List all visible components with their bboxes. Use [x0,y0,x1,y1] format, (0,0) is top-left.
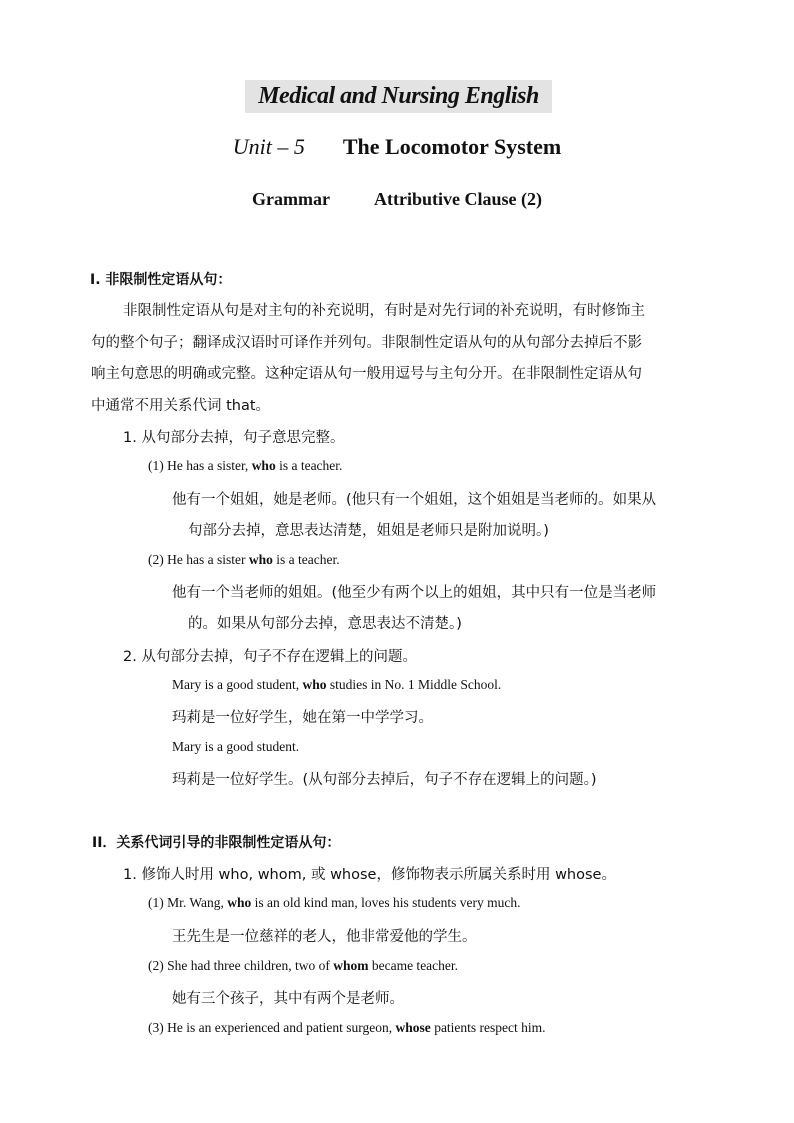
section-1-paragraph-line: 中通常不用关系代词 that。 [91,398,271,414]
section-1-paragraph-line: 响主句意思的明确或完整。这种定语从句一般用逗号与主句分开。在非限制性定语从句 [91,366,642,382]
example-2-cn-line: 他有一个当老师的姐姐。(他至少有两个以上的姐姐，其中只有一位是当老师 [172,585,657,601]
example-1-cn-line: 句部分去掉，意思表达清楚，姐姐是老师只是附加说明。) [188,523,549,539]
example-3-cn: 玛莉是一位好学生，她在第一中学学习。 [172,710,433,726]
grammar-topic: Attributive Clause (2) [373,189,542,209]
section-1-paragraph-line: 非限制性定语从句是对主句的补充说明，有时是对先行词的补充说明，有时修饰主 [123,303,645,319]
relative-pronoun: who [248,552,273,567]
section-2-heading: II．关系代词引导的非限制性定语从句： [92,835,341,851]
section-2-example-1-en: (1) Mr. Wang, who is an old kind man, loves his students very much. [148,895,521,910]
section-2-example-2-cn: 她有三个孩子，其中有两个是老师。 [172,991,404,1007]
unit-title: The Locomotor System [342,134,562,159]
example-1-cn-line: 他有一个姐姐，她是老师。(他只有一个姐姐，这个姐姐是当老师的。如果从 [172,492,657,508]
unit-heading [0,134,794,160]
relative-pronoun: who [251,458,276,473]
example-3-en: Mary is a good student, who studies in No. 1 Middle School. [172,677,502,692]
section-1-point-1: 1. 从句部分去掉，句子意思完整。 [123,430,345,446]
relative-pronoun: whose [395,1020,431,1035]
section-2-example-2-en: (2) She had three children, two of whom became teacher. [148,958,459,973]
relative-pronoun: who [227,895,252,910]
section-1-point-2: 2. 从句部分去掉，句子不存在逻辑上的问题。 [123,649,417,665]
section-1-heading: I. 非限制性定语从句： [90,272,232,288]
unit-label: Unit – 5 [232,134,305,159]
example-1-en: (1) He has a sister, who is a teacher. [148,458,343,473]
example-2-en: (2) He has a sister who is a teacher. [148,552,340,567]
relative-pronoun: whom [333,958,369,973]
example-2-cn-line: 的。如果从句部分去掉，意思表达不清楚。) [188,616,462,632]
document-title: Medical and Nursing English [245,80,552,113]
grammar-label: Grammar [252,189,330,209]
relative-pronoun: who [302,677,327,692]
example-4-en: Mary is a good student. [172,739,300,754]
section-2-example-1-cn: 王先生是一位慈祥的老人，他非常爱他的学生。 [172,929,477,945]
section-1-paragraph-line: 句的整个句子；翻译成汉语时可译作并列句。非限制性定语从句的从句部分去掉后不影 [91,335,642,351]
section-2-point-1: 1. 修饰人时用 who, whom, 或 whose，修饰物表示所属关系时用 whose。 [123,867,616,883]
section-2-example-3-en: (3) He is an experienced and patient surgeon, whose patients respect him. [148,1020,546,1035]
example-4-cn: 玛莉是一位好学生。(从句部分去掉后，句子不存在逻辑上的问题。) [172,772,597,788]
grammar-heading [0,189,794,210]
